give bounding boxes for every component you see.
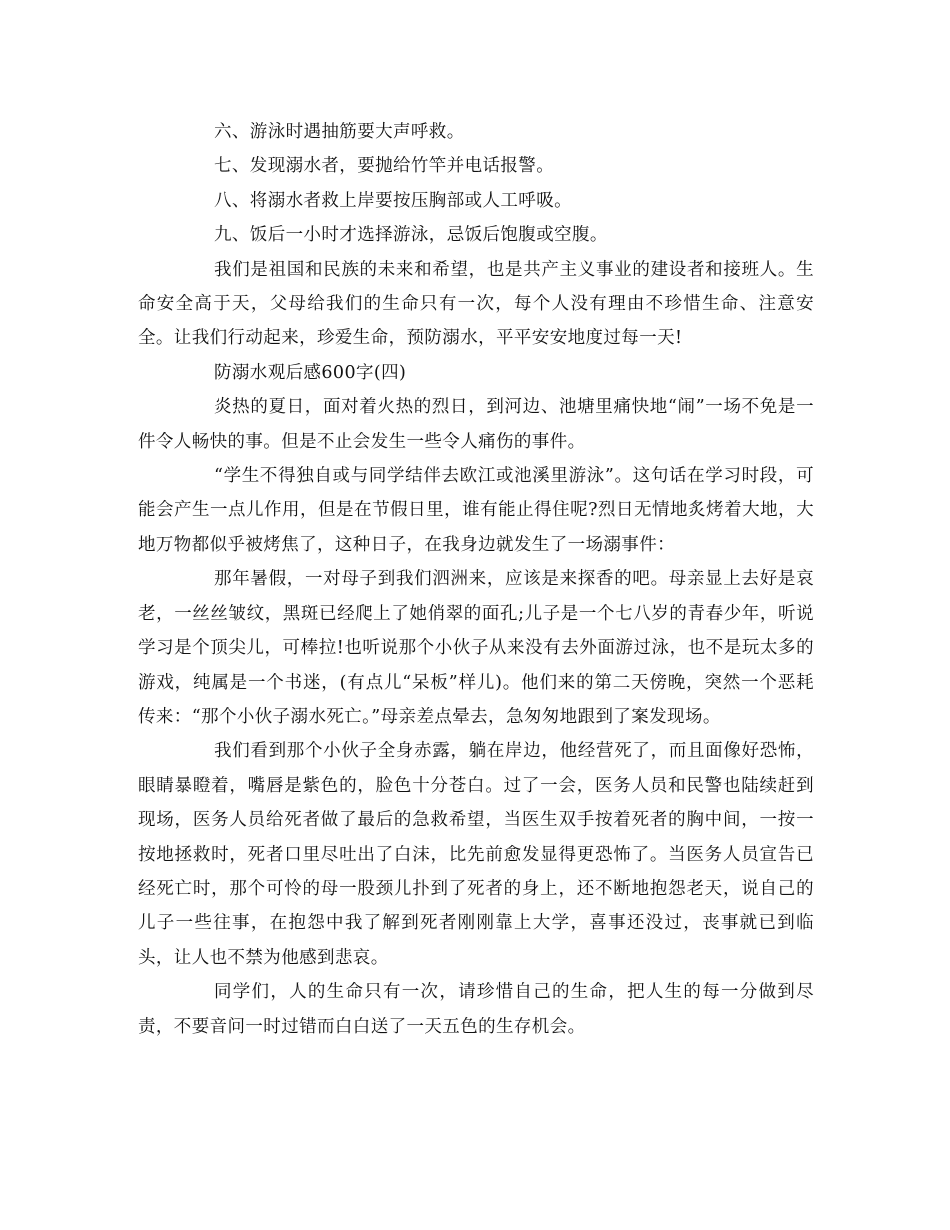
document-body: [138, 115, 814, 1044]
list-item-eight: 八、将溺水者救上岸要按压胸部或人工呼吸。: [214, 190, 572, 211]
paragraph-scene: 我们看到那个小伙子全身赤露，躺在岸边，他经营死了，而且面像好恐怖，眼睛暴瞪着，嘴唇是紫色的，脸色十分苍白。过了一会，医务人员和民警也陆续赶到现场，医务人员给死者做了最后的急救希望，当医生双手按着死者的胸中间，一按一按地拯救时，死者口里尽吐出了白沫，比先前愈发显得更恐怖了。当医务人员宣告已经死亡时，那个可怜的母一股颈儿扑到了死者的身上，还不断地抱怨老天，说自己的儿子一些往事，在抱怨中我了解到死者刚刚靠上大学，喜事还没过，丧事就已到临头，让人也不禁为他感到悲哀。: [138, 741, 814, 968]
section-title: 防溺水观后感600字(四): [214, 362, 407, 383]
list-item-six: 六、游泳时遇抽筋要大声呼救。: [214, 122, 465, 142]
paragraph-closing: 同学们，人的生命只有一次，请珍惜自己的生命，把人生的每一分做到尽责，不要音问一时过错而白白送了一天五色的生存机会。: [138, 982, 814, 1037]
list-item-seven: 七、发现溺水者，要抛给竹竿并电话报警。: [214, 156, 555, 177]
paragraph-mother-son: 那年暑假，一对母子到我们泗洲来，应该是来探香的吧。母亲显上去好是哀老，一丝丝皱纹，黑斑已经爬上了她俏翠的面孔;儿子是一个七八岁的青春少年，听说学习是个顶尖儿，可棒拉!也听说那个小伙子从来没有去外面游过泳，也不是玩太多的游戏，纯属是一个书迷，(有点儿“呆板”样儿)。他们来的第二天傍晚，突然一个恶耗传来：“那个小伙子溺水死亡。”母亲差点晕去，急匆匆地跟到了案发现场。: [138, 569, 814, 727]
paragraph-school-rule: “学生不得独自或与同学结伴去欧江或池溪里游泳”。这句话在学习时段，可能会产生一点儿作用，但是在节假日里，谁有能止得住呢?烈日无情地炙烤着大地，大地万物都似乎被烤焦了，这种日子，在我身边就发生了一场溺事件：: [138, 466, 814, 555]
paragraph-summer: 炎热的夏日，面对着火热的烈日，到河边、池塘里痛快地“闹”一场不免是一件令人畅快的事。但是不止会发生一些令人痛伤的事件。: [138, 397, 814, 452]
list-item-nine: 九、饭后一小时才选择游泳，忌饭后饱腹或空腹。: [214, 225, 608, 246]
paragraph-future-hope: 我们是祖国和民族的未来和希望，也是共产主义事业的建设者和接班人。生命安全高于天，父母给我们的生命只有一次，每个人没有理由不珍惜生命、注意安全。让我们行动起来，珍爱生命，预防溺水，平平安安地度过每一天!: [138, 259, 814, 349]
